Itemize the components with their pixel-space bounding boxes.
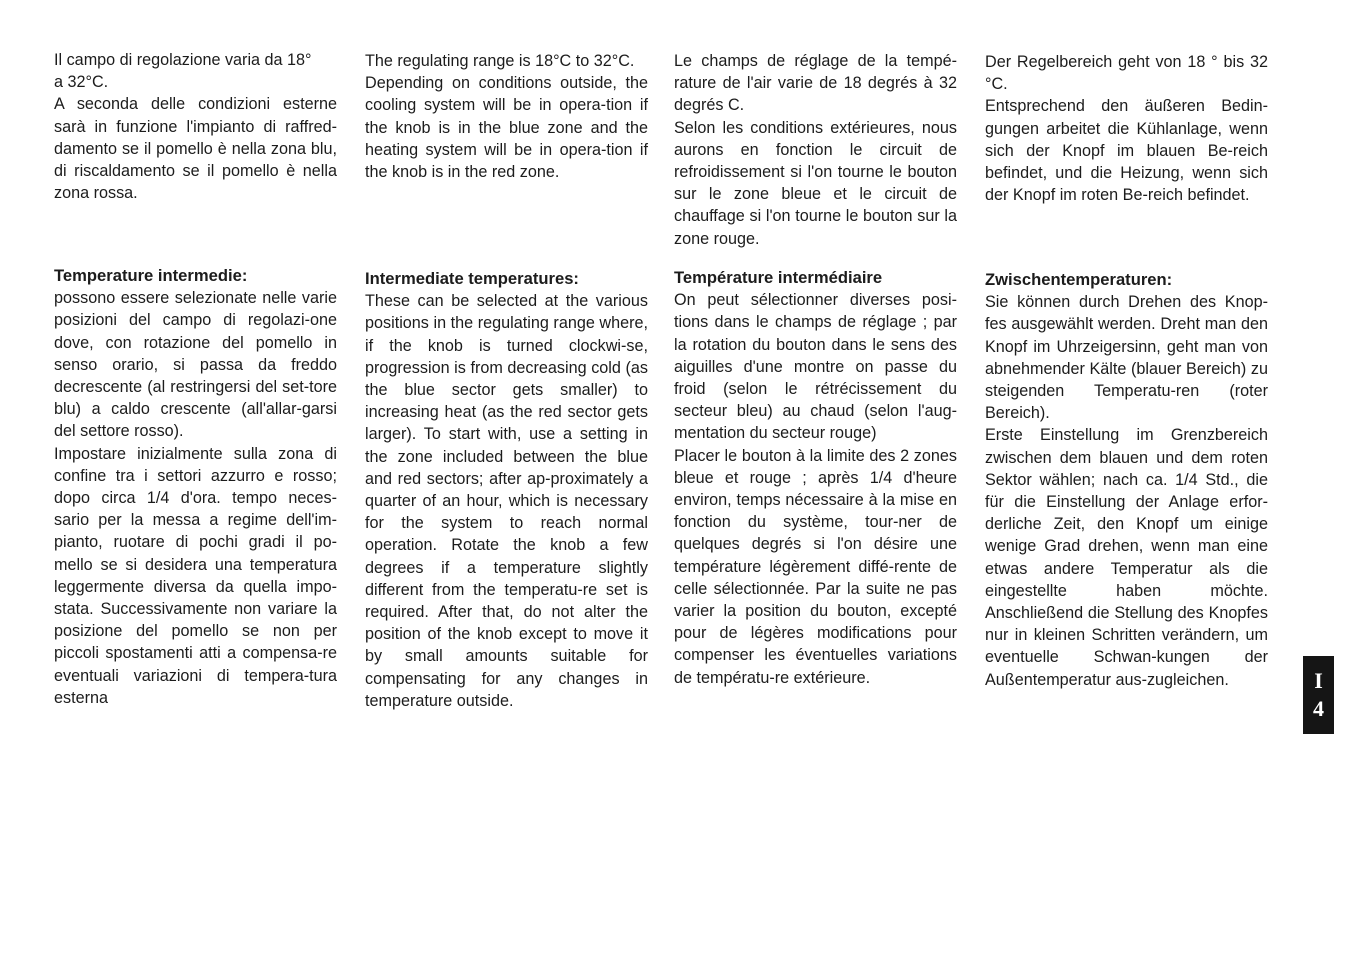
page-tab: [1303, 656, 1334, 734]
intermediate-section: [674, 267, 957, 689]
intro-paragraph: The regulating range is 18°C to 32°C. Depending on conditions outside, the cooling system will be in opera-tion if the knob is in the blue zone and the heating system will be in opera-tion if the knob is in the red zone.: [365, 52, 648, 182]
page-number: 4: [1313, 696, 1324, 721]
intro-paragraph: Le champs de réglage de la tempé-rature de l'air varie de 18 degrés à 32 degrés C. Selon les conditions extérieures, nous aurons en fonction le circuit de refroidissement si l'on tourne le bouton sur le zone bleue et le circuit de chauffage si l'on tourne le bouton sur la zone rouge.: [674, 52, 957, 248]
section-body: possono essere selezionate nelle varie posizioni del campo di regolazi-one dove, con rotazione del pomello in senso orario, si passa da freddo decrescente (al restringersi del set-tore blu) a caldo crescente (all'allar-garsi del settore rosso). Impostare inizialmente sulla zona di confine tra i settori azzurro e rosso; dopo circa 1/4 d'ora. tempo neces-sario per la messa a regime dell'im-pianto, ruotare di pochi gradi il po-mello se si desidera una temperatura leggermente diversa da quella impo-stata. Successivamente non variare la posizione del pomello se non per piccoli spostamenti atti a compensa-re eventuali variazioni di tempera-tura esterna: [54, 289, 337, 707]
section-body: Sie können durch Drehen des Knop-fes ausgewählt werden. Dreht man den Knopf im Uhrzeigersinn, geht man von abnehmender Kälte (blauer Bereich) zu steigenden Temperatu-ren (roter Bereich). Erste Einstellung im Grenzbereich zwischen dem blauen und dem roten Sektor wählen; nach ca. 1/4 Std., die für die Einstellung der Anlage erfor-derliche Zeit, den Knopf um einige wenige Grad drehen, wenn man eine etwas andere Temperatur als die eingestellte haben möchte. Anschließend die Stellung des Knopfes nur in kleinen Schritten verändern, um eventuelle Schwan-kungen der Außentemperatur aus-zugleichen.: [985, 293, 1268, 689]
section-heading: Temperature intermedie:: [54, 266, 248, 285]
intermediate-section: [365, 268, 648, 712]
intro-paragraph: Il campo di regolazione varia da 18° a 32°C. A seconda delle condizioni esterne sarà in funzione l'impianto di raffred-damento se il pomello è nella zona blu, di riscaldamento se il pomello è nella zona rossa.: [54, 51, 337, 203]
intermediate-section: [985, 269, 1268, 691]
section-body: These can be selected at the various positions in the regulating range where, if the knob is turned clockwi-se, progression is from decreasing cold (as the blue sector gets smaller) to increasing heat (as the red sector gets larger). To start with, use a setting in the zone included between the blue and red sectors; after ap-proximately a quarter of an hour, which is necessary for the system to reach normal operation. Rotate the knob a few degrees if a temperature slightly different from the temperatu-re set is required. After that, do not alter the position of the knob except to move it by small amounts suitable for compensating for any changes in temperature outside.: [365, 292, 648, 710]
intermediate-section: [54, 265, 337, 709]
section-heading: Température intermédiaire: [674, 268, 883, 287]
column-french: [674, 50, 957, 687]
column-italian: [54, 49, 337, 707]
column-english: [365, 50, 648, 710]
column-german: [985, 51, 1268, 689]
section-heading: Zwischentemperaturen:: [985, 270, 1173, 289]
section-letter: I: [1314, 668, 1323, 693]
section-body: On peut sélectionner diverses posi-tions dans le champs de réglage ; par la rotation du bouton dans le sens des aiguilles d'une montre on passe du froid (selon le rétrécissement du secteur bleu) au chaud (selon l'aug-mentation du secteur rouge) Placer le bouton à la limite des 2 zones bleue et rouge ; après 1/4 d'heure environ, temps nécessaire à la mise en fonction du système, tour-ner de quelques degrés si l'on désire une température légèrement diffé-rente de celle sélectionnée. Par la suite ne pas varier la position du bouton, excepté pour de légères modifications pour compenser les éventuelles variations de températu-re extérieure.: [674, 291, 957, 687]
section-heading: Intermediate temperatures:: [365, 269, 579, 288]
intro-paragraph: Der Regelbereich geht von 18 ° bis 32 °C. Entsprechend den äußeren Bedin-gungen arbeitet die Kühlanlage, wenn sich der Knopf im blauen Be-reich befindet, und die Heizung, wenn sich der Knopf im roten Be-reich befindet.: [985, 53, 1268, 205]
